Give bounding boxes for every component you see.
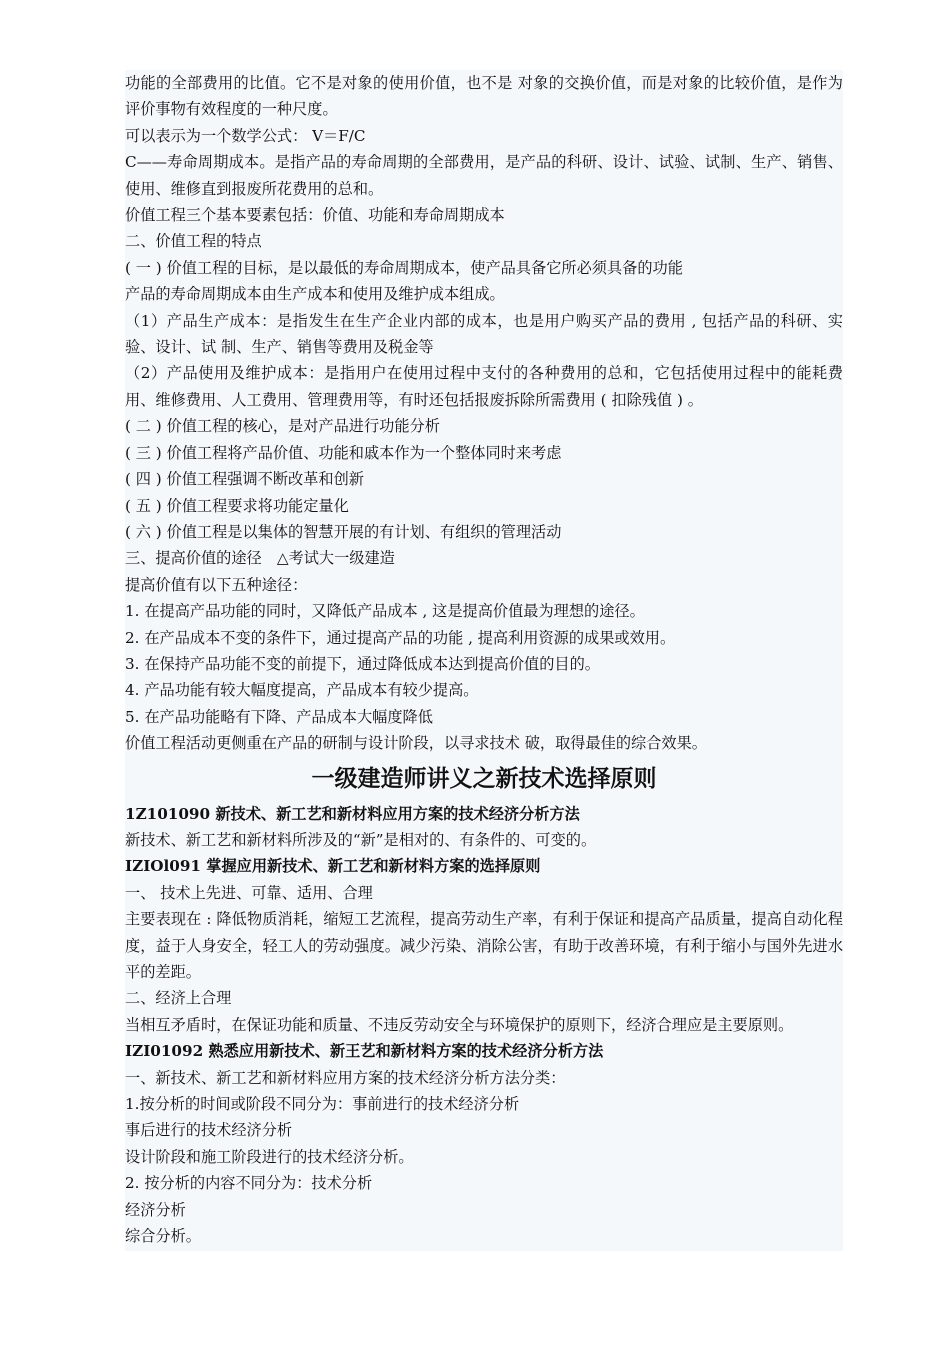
- way-1: 1. 在提高产品功能的同时，又降低产品成本 , 这是提高价值最为理想的途径。: [125, 602, 645, 621]
- principle-2: 二、经济上合理: [125, 989, 232, 1008]
- method-classification: 一、新技术、新工艺和新材料应用方案的技术经济分析方法分类：: [125, 1068, 566, 1087]
- feature-6: ( 六 ) 价值工程是以集体的智慧开展的有计划、有组织的管理活动: [125, 522, 562, 541]
- design-construction: 设计阶段和施工阶段进行的技术经济分析。: [125, 1147, 414, 1166]
- value-definition-paragraph: 功能的全部费用的比值。它不是对象的使用价值，也不是 对象的交换价值，而是对象的比较价值，是作为评价事物有效程度的一种尺度。: [125, 74, 843, 119]
- heading-1z101090: 1Z101090 新技术、新工艺和新材料应用方案的技术经济分析方法: [125, 804, 580, 823]
- principle-2-detail: 当相互矛盾时，在保证功能和质量、不违反劳动安全与环境保护的原则下，经济合理应是主要原则。: [125, 1015, 794, 1034]
- lifecycle-cost-definition: C——寿命周期成本。是指产品的寿命周期的全部费用，是产品的科研、设计、试验、试制、生产、销售、使用、维修直到报废所花费用的总和。: [125, 153, 843, 198]
- way-3: 3. 在保持产品功能不变的前提下，通过降低成本达到提高价值的目的。: [125, 654, 600, 673]
- way-5: 5. 在产品功能略有下降、产品成本大幅度降低: [125, 707, 433, 726]
- features-heading: 二、价值工程的特点: [125, 232, 262, 251]
- production-cost-paragraph: （1）产品生产成本：是指发生在生产企业内部的成本，也是用户购买产品的费用 , 包括产品的科研、实验、设计、试 制、生产、销售等费用及税金等: [125, 311, 843, 357]
- page-title: 一级建造师讲义之新技术选择原则: [311, 765, 657, 792]
- three-elements: 价值工程三个基本要素包括：价值、功能和寿命周期成本: [125, 206, 505, 225]
- ways-heading: 三、提高价值的途径 △考试大一级建造: [125, 549, 395, 568]
- comprehensive-analysis: 综合分析。: [125, 1227, 201, 1246]
- document-body: [125, 70, 843, 1251]
- relative-new-note: 新技术、新工艺和新材料所涉及的“新”是相对的、有条件的、可变的。: [125, 830, 597, 849]
- way-2: 2. 在产品成本不变的条件下，通过提高产品的功能 , 提高利用资源的成果或效用。: [125, 628, 676, 647]
- feature-1: ( 一 ) 价值工程的目标，是以最低的寿命周期成本，使产品具备它所必须具备的功能: [125, 258, 683, 277]
- feature-4: ( 四 ) 价值工程强调不断改革和创新: [125, 470, 364, 489]
- value-formula: 可以表示为一个数学公式： V＝F/C: [125, 126, 366, 145]
- feature-5: ( 五 ) 价值工程要求将功能定量化: [125, 496, 349, 515]
- way-4: 4. 产品功能有较大幅度提高，产品成本有较少提高。: [125, 681, 479, 700]
- by-content: 2. 按分析的内容不同分为：技术分析: [125, 1174, 373, 1193]
- feature-3: ( 三 ) 价值工程将产品价值、功能和戚本作为一个整体同时来考虑: [125, 443, 562, 462]
- by-time: 1.按分析的时间或阶段不同分为：事前进行的技术经济分析: [125, 1095, 520, 1114]
- ways-intro: 提高价值有以下五种途径：: [125, 575, 308, 594]
- lifecycle-cost-composition: 产品的寿命周期成本由生产成本和使用及维护成本组成。: [125, 285, 505, 304]
- principle-1-detail: 主要表现在 : 降低物质消耗，缩短工艺流程，提高劳动生产率，有利于保证和提高产品质量，提高自动化程度，益于人身安全，轻工人的劳动强度。减少污染、消除公害，有助于改善环境，有利于缩小与国外先进水平的差距。: [125, 910, 843, 981]
- usage-cost-paragraph: （2）产品使用及维护成本：是指用户在使用过程中支付的各种费用的总和，它包括使用过程中的能耗费用、维修费用、人工费用、管理费用等，有时还包括报废拆除所需费用 ( 扣除残值 ) 。: [125, 364, 843, 409]
- heading-1z101091: IZIOl091 掌握应用新技术、新工艺和新材料方案的选择原则: [125, 857, 541, 876]
- heading-1z101092: IZI01092 熟悉应用新技术、新王艺和新材料方案的技术经济分析方法: [125, 1042, 604, 1061]
- feature-2: ( 二 ) 价值工程的核心，是对产品进行功能分析: [125, 417, 440, 436]
- principle-1: 一、 技术上先进、可靠、适用、合理: [125, 883, 373, 902]
- conclusion: 价值工程活动更侧重在产品的研制与设计阶段，以寻求技术 破，取得最佳的综合效果。: [125, 734, 707, 753]
- after-event: 事后进行的技术经济分析: [125, 1121, 293, 1140]
- economic-analysis: 经济分析: [125, 1200, 186, 1219]
